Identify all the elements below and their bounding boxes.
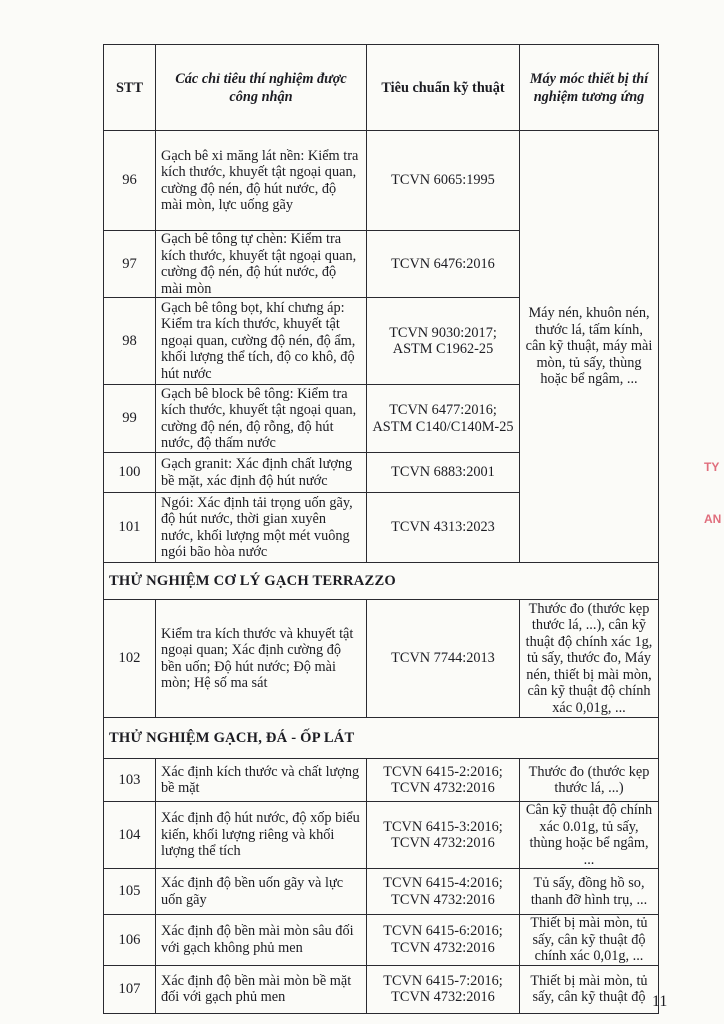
row-item: Gạch granit: Xác định chất lượng bề mặt, xác định độ hút nước <box>156 453 367 493</box>
row-stt: 106 <box>104 915 156 966</box>
row-item: Xác định độ bền uốn gãy và lực uốn gãy <box>156 869 367 915</box>
row-standard: TCVN 7744:2013 <box>367 600 520 718</box>
row-stt: 103 <box>104 759 156 802</box>
table-row <box>104 600 659 718</box>
section-title-tiles: THỬ NGHIỆM GẠCH, ĐÁ - ỐP LÁT <box>104 718 659 759</box>
row-item: Gạch bê tông tự chèn: Kiểm tra kích thước, khuyết tật ngoại quan, cường độ nén, độ hút nước, độ mài mòn <box>156 231 367 298</box>
table-row <box>104 802 659 869</box>
row-stt: 107 <box>104 965 156 1013</box>
row-item: Gạch bê tông bọt, khí chưng áp: Kiểm tra kích thước, khuyết tật ngoại quan, cường độ nén, độ ẩm, khối lượng thể tích, độ co khô, độ hút nước <box>156 298 367 385</box>
stamp-text-1: TY <box>704 460 720 474</box>
row-item: Gạch bê block bê tông: Kiểm tra kích thước, khuyết tật ngoại quan, cường độ nén, độ rỗng, độ hút nước, độ thấm nước <box>156 385 367 453</box>
page-number: 11 <box>652 993 668 1010</box>
row-stt: 98 <box>104 298 156 385</box>
row-equipment: Thước đo (thước kẹp thước lá, ...) <box>520 759 659 802</box>
row-item: Kiểm tra kích thước và khuyết tật ngoại quan; Xác định cường độ bền uốn; Độ hút nước; Độ mài mòn; Hệ số ma sát <box>156 600 367 718</box>
row-stt: 99 <box>104 385 156 453</box>
row-standard: TCVN 6415-2:2016; TCVN 4732:2016 <box>367 759 520 802</box>
row-equipment: Thiết bị mài mòn, tủ sấy, cân kỹ thuật độ <box>520 965 659 1013</box>
header-row <box>104 45 659 131</box>
row-standard: TCVN 9030:2017; ASTM C1962-25 <box>367 298 520 385</box>
row-standard: TCVN 6415-7:2016; TCVN 4732:2016 <box>367 965 520 1013</box>
header-item: Các chỉ tiêu thí nghiệm được công nhận <box>156 45 367 131</box>
row-standard: TCVN 4313:2023 <box>367 493 520 563</box>
row-item: Xác định độ hút nước, độ xốp biểu kiến, khối lượng riêng và khối lượng thể tích <box>156 802 367 869</box>
row-standard: TCVN 6415-4:2016; TCVN 4732:2016 <box>367 869 520 915</box>
stamp-text-2: AN <box>704 512 722 526</box>
row-standard: TCVN 6065:1995 <box>367 131 520 231</box>
row-item: Xác định độ bền mài mòn sâu đối với gạch không phủ men <box>156 915 367 966</box>
row-equipment: Thiết bị mài mòn, tủ sấy, cân kỹ thuật độ chính xác 0,01g, ... <box>520 915 659 966</box>
row-item: Gạch bê xi măng lát nền: Kiểm tra kích thước, khuyết tật ngoại quan, cường độ nén, độ hút nước, độ mài mòn, lực uống gãy <box>156 131 367 231</box>
row-standard: TCVN 6476:2016 <box>367 231 520 298</box>
row-standard: TCVN 6883:2001 <box>367 453 520 493</box>
standards-table <box>103 44 659 1014</box>
row-standard: TCVN 6477:2016; ASTM C140/C140M-25 <box>367 385 520 453</box>
row-equipment: Cân kỹ thuật độ chính xác 0.01g, tủ sấy, thùng hoặc bể ngâm, ... <box>520 802 659 869</box>
header-stt: STT <box>104 45 156 131</box>
row-equipment: Tủ sấy, đồng hồ so, thanh đỡ hình trụ, ... <box>520 869 659 915</box>
table-row <box>104 131 659 231</box>
row-standard: TCVN 6415-6:2016; TCVN 4732:2016 <box>367 915 520 966</box>
row-stt: 101 <box>104 493 156 563</box>
row-stt: 104 <box>104 802 156 869</box>
header-equipment: Máy móc thiết bị thí nghiệm tương ứng <box>520 45 659 131</box>
header-standard: Tiêu chuẩn kỹ thuật <box>367 45 520 131</box>
group-equipment: Máy nén, khuôn nén, thước lá, tấm kính, cân kỹ thuật, máy mài mòn, tủ sấy, thùng hoặc bể ngâm, ... <box>520 131 659 563</box>
row-item: Xác định kích thước và chất lượng bề mặt <box>156 759 367 802</box>
section-title-terrazzo: THỬ NGHIỆM CƠ LÝ GẠCH TERRAZZO <box>104 563 659 600</box>
row-item: Xác định độ bền mài mòn bề mặt đối với gạch phủ men <box>156 965 367 1013</box>
table-row <box>104 759 659 802</box>
row-stt: 100 <box>104 453 156 493</box>
row-stt: 97 <box>104 231 156 298</box>
row-stt: 96 <box>104 131 156 231</box>
row-stt: 102 <box>104 600 156 718</box>
red-stamp-fragment <box>704 458 724 558</box>
section-row <box>104 563 659 600</box>
table-row <box>104 965 659 1013</box>
row-stt: 105 <box>104 869 156 915</box>
row-equipment: Thước đo (thước kẹp thước lá, ...), cân kỹ thuật độ chính xác 1g, tủ sấy, thước đo, Máy nén, thiết bị mài mòn, cân kỹ thuật độ chính xác 0,01g, ... <box>520 600 659 718</box>
table-row <box>104 915 659 966</box>
row-item: Ngói: Xác định tải trọng uốn gãy, độ hút nước, thời gian xuyên nước, khối lượng một mét vuông ngói bão hòa nước <box>156 493 367 563</box>
section-row <box>104 718 659 759</box>
table-row <box>104 869 659 915</box>
row-standard: TCVN 6415-3:2016; TCVN 4732:2016 <box>367 802 520 869</box>
